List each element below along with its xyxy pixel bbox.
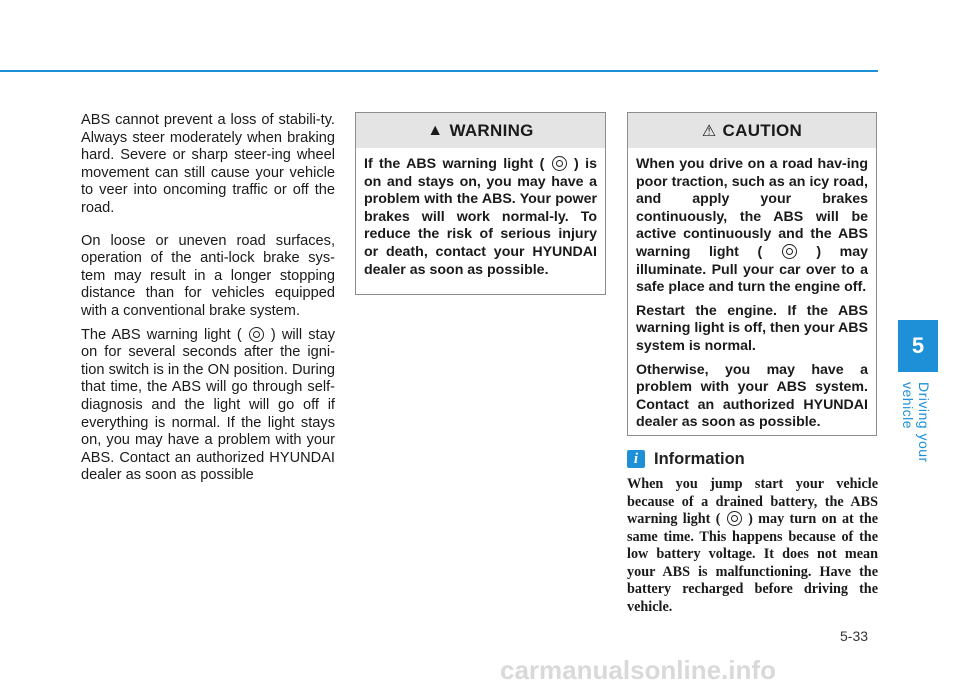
abs-warning-light-icon	[249, 327, 264, 342]
text-segment: When you drive on a road hav-ing poor traction, such as an icy road, and apply your brakes continuously, the ABS will be active continuously and the ABS warning light (	[636, 156, 868, 260]
chapter-tab	[898, 320, 938, 372]
left-column	[81, 112, 335, 500]
header-rule	[0, 70, 878, 72]
chapter-label: Driving your vehicle	[900, 382, 932, 463]
caution-box	[627, 112, 877, 436]
information-header	[627, 448, 878, 470]
caution-paragraph-restart: Restart the engine. If the ABS warning light is off, then your ABS system is normal.	[636, 302, 868, 354]
caution-header	[628, 113, 876, 148]
information-section	[627, 448, 878, 616]
caution-triangle-icon: ⚠	[701, 122, 717, 140]
caution-paragraph-dealer: Otherwise, you may have a problem with your ABS system. Contact an authorized HYUNDAI dealer as soon as possible.	[636, 361, 868, 431]
information-title: Information	[654, 449, 745, 468]
paragraph-loose-surfaces: On loose or uneven road surfaces, operation of the anti-lock brake sys-tem may result in a longer stopping distance than for vehicles equipped with a conventional brake system.	[81, 232, 335, 319]
text-segment: If the ABS warning light (	[364, 156, 545, 172]
caution-body	[628, 148, 876, 432]
warning-text	[364, 156, 597, 279]
paragraph-abs-warning-light	[81, 327, 335, 485]
chapter-number: 5	[911, 333, 925, 358]
abs-warning-light-icon	[552, 156, 567, 171]
warning-header	[356, 113, 605, 148]
text-segment: ) is on and stays on, you may have a problem with the ABS. Your power brakes will work normal-ly. To reduce the risk of serious injury or death, contact your HYUNDAI dealer as soon as possible.	[364, 156, 597, 278]
caution-paragraph-traction	[636, 156, 868, 297]
warning-title: WARNING	[449, 120, 534, 140]
text-segment: ) may turn on at the same time. This happens because of the low battery voltage. It does not mean your ABS is malfunctioning. Have the battery recharged before driving the vehicle.	[627, 511, 879, 615]
warning-triangle-icon: ▲	[427, 121, 444, 139]
abs-warning-light-icon	[782, 244, 797, 259]
text-segment: ) will stay on for several seconds after the igni-tion switch is in the ON position. During that time, the ABS will go through self-diagnosis and the light will go off if everything is normal. If the light stays on, you may have a problem with your ABS. Contact an authorized HYUNDAI dealer as soon as possible	[81, 326, 335, 484]
text-segment: ) may illuminate. Pull your car over to a safe place and turn the engine off.	[636, 243, 868, 296]
watermark: carmanualsonline.info	[500, 655, 776, 685]
caution-title: CAUTION	[722, 120, 803, 140]
paragraph-abs-stability: ABS cannot prevent a loss of stabili-ty. Always steer moderately when braking hard. Severe or sharp steer-ing wheel movement can still cause your vehicle to veer into oncoming traffic or off the road.	[81, 112, 335, 216]
abs-warning-light-icon	[727, 511, 742, 526]
text-segment: The ABS warning light (	[81, 326, 242, 343]
page-number: 5-33	[840, 628, 869, 644]
warning-body	[356, 148, 605, 279]
information-text	[627, 476, 878, 616]
information-icon: i	[627, 450, 645, 468]
warning-box	[355, 112, 606, 295]
text-segment: When you jump start your vehicle because of a drained battery, the ABS warning light (	[627, 476, 878, 527]
